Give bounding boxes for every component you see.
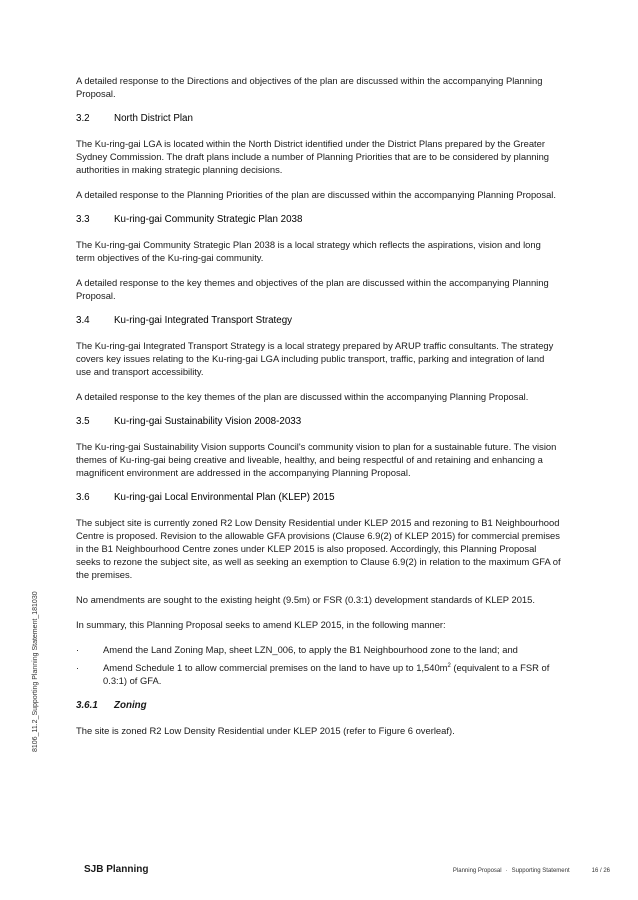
- section-title: Ku-ring-gai Local Environmental Plan (KLEP) 2015: [114, 492, 335, 503]
- list-item-text-end: (equivalent to a FSR of 0.3:1) of GFA.: [103, 662, 550, 686]
- section-heading-3-5: [76, 415, 562, 428]
- section-title: Ku-ring-gai Sustainability Vision 2008-2033: [114, 416, 302, 427]
- subsection-heading-3-6-1: [76, 699, 562, 712]
- footer-doc-title: Planning Proposal: [452, 868, 502, 874]
- section-number: 3.2: [76, 113, 90, 124]
- paragraph: The Ku-ring-gai Sustainability Vision supports Council's community vision to plan for a sustainable future. The vision themes of Ku-ring-gai being creative and liveable, healthy, and being respectful of and retaining and enhancing a magnificent environment are addressed in the accompanying Planning Proposal.: [76, 441, 557, 478]
- paragraph: A detailed response to the key themes of the plan are discussed within the accompanying Planning Proposal.: [76, 391, 529, 402]
- side-document-reference: 8106_11.2_Supporting Planning Statement_181030: [32, 591, 39, 752]
- section-number: 3.3: [76, 214, 90, 225]
- footer-separator: ·: [505, 868, 508, 874]
- list-item: [76, 661, 562, 687]
- paragraph: The Ku-ring-gai Integrated Transport Strategy is a local strategy prepared by ARUP traffic consultants. The strategy covers key issues relating to the Ku-ring-gai LGA including public transport, traffic, parking and integration of land use and transport accessibility.: [76, 340, 554, 377]
- subsection-number: 3.6.1: [76, 700, 98, 711]
- list-item: [76, 643, 562, 656]
- section-number: 3.4: [76, 315, 90, 326]
- bullet-icon: ·: [76, 644, 80, 655]
- intro-paragraph: A detailed response to the Directions and objectives of the plan are discussed within the accompanying Planning Proposal.: [76, 75, 543, 99]
- section-number: 3.5: [76, 416, 90, 427]
- paragraph: A detailed response to the key themes and objectives of the plan are discussed within the accompanying Planning Proposal.: [76, 277, 549, 301]
- footer-doc-subtitle: Supporting Statement: [511, 868, 570, 874]
- page-body: [76, 74, 562, 749]
- paragraph: No amendments are sought to the existing height (9.5m) or FSR (0.3:1) development standards of KLEP 2015.: [76, 594, 535, 605]
- section-number: 3.6: [76, 492, 90, 503]
- page-number: 16 / 26: [591, 868, 610, 874]
- paragraph: The subject site is currently zoned R2 Low Density Residential under KLEP 2015 and rezoning to B1 Neighbourhood Centre is proposed. Revision to the allowable GFA provisions (Clause 6.9(2) of KLEP 2015) for commercial premises in the B1 Neighbourhood Centre zones under KLEP 2015 is also proposed. Accordingly, this Planning Proposal seeks to rezone the subject site, as well as seeking an exemption to Clause 6.9(2) in relation to the maximum GFA of the premises.: [76, 517, 561, 580]
- list-item-text: Amend Schedule 1 to allow commercial premises on the land to have up to 1,540m: [103, 662, 448, 673]
- section-heading-3-2: [76, 112, 562, 125]
- amendment-list: [76, 643, 562, 687]
- section-heading-3-4: [76, 314, 562, 327]
- paragraph: In summary, this Planning Proposal seeks to amend KLEP 2015, in the following manner:: [76, 619, 446, 630]
- footer-brand: SJB Planning: [84, 864, 149, 875]
- section-heading-3-3: [76, 213, 562, 226]
- paragraph: A detailed response to the Planning Priorities of the plan are discussed within the accompanying Planning Proposal.: [76, 189, 556, 200]
- footer-info: [449, 868, 610, 874]
- paragraph: The Ku-ring-gai LGA is located within the North District identified under the District Plans prepared by the Greater Sydney Commission. The draft plans include a number of Planning Priorities that are to be considered by planning authorities in making strategic planning decisions.: [76, 138, 550, 175]
- section-heading-3-6: [76, 491, 562, 504]
- section-title: Ku-ring-gai Integrated Transport Strategy: [114, 315, 293, 326]
- bullet-icon: ·: [76, 662, 80, 673]
- paragraph: The Ku-ring-gai Community Strategic Plan 2038 is a local strategy which reflects the aspirations, vision and long term objectives of the Ku-ring-gai community.: [76, 239, 541, 263]
- section-title: Ku-ring-gai Community Strategic Plan 2038: [114, 214, 303, 225]
- section-title: North District Plan: [114, 113, 193, 124]
- list-item-text: Amend the Land Zoning Map, sheet LZN_006, to apply the B1 Neighbourhood zone to the land; and: [103, 644, 518, 655]
- subsection-title: Zoning: [114, 700, 147, 711]
- paragraph: The site is zoned R2 Low Density Residential under KLEP 2015 (refer to Figure 6 overleaf).: [76, 725, 455, 736]
- superscript: 2: [447, 662, 451, 669]
